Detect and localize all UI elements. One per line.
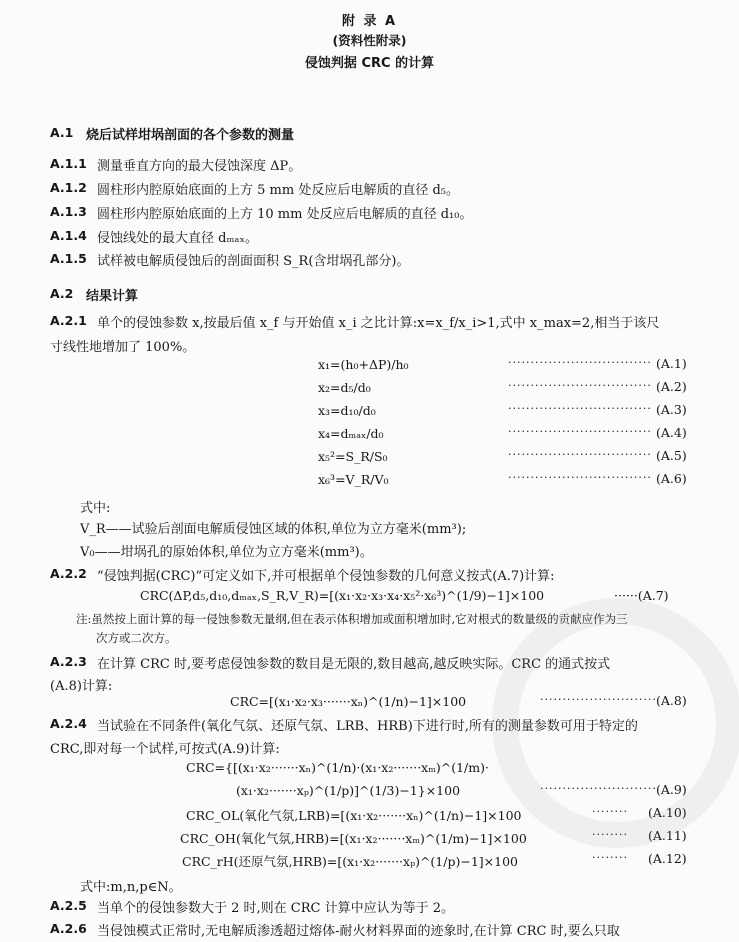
leader-dots: ········ bbox=[592, 828, 628, 841]
item-number: A.1.4 bbox=[50, 228, 87, 243]
equation: x₃=d₁₀/d₀ bbox=[318, 403, 376, 418]
where-label: 式中: bbox=[80, 501, 111, 516]
equation: CRC=[(x₁·x₂·x₃·······xₙ)^(1/n)−1]×100 bbox=[230, 694, 467, 709]
para-text: CRC,即对每一个试样,可按式(A.9)计算: bbox=[50, 742, 280, 757]
equation-number: (A.1) bbox=[656, 356, 687, 371]
where-label: 式中:m,n,p∈N。 bbox=[80, 880, 182, 895]
para-text: 当侵蚀模式正常时,无电解质渗透超过熔体-耐火材料界面的迹象时,在计算 CRC 时,要么只取 bbox=[97, 924, 620, 939]
leader-dots: ································ bbox=[508, 448, 652, 461]
equation: x₄=dₘₐₓ/d₀ bbox=[318, 426, 384, 441]
para-text: (A.8)计算: bbox=[50, 679, 113, 694]
para-text: “侵蚀判据(CRC)”可定义如下,并可根据单个侵蚀参数的几何意义按式(A.7)计算: bbox=[97, 569, 555, 584]
equation-number: (A.11) bbox=[648, 828, 687, 843]
item-number: A.1.1 bbox=[50, 156, 87, 171]
section-a2-title: 结果计算 bbox=[86, 289, 139, 304]
item-text: 测量垂直方向的最大侵蚀深度 ΔP。 bbox=[97, 159, 302, 174]
equation-number: (A.5) bbox=[656, 448, 687, 463]
equation: CRC(ΔP,d₅,d₁₀,dₘₐₓ,S_R,V_R)=[(x₁·x₂·x₃·x₄·x₅²·x₆³)^(1/9)−1]×100 bbox=[140, 588, 545, 603]
para-text: 当试验在不同条件(氧化气氛、还原气氛、LRB、HRB)下进行时,所有的测量参数可用于特定的 bbox=[97, 719, 638, 734]
leader-dots: ································ bbox=[508, 402, 652, 415]
equation-number: (A.8) bbox=[656, 693, 687, 708]
item-text: 侵蚀线处的最大直径 dₘₐₓ。 bbox=[97, 231, 258, 246]
para-text: 寸线性地增加了 100%。 bbox=[50, 340, 196, 355]
equation: CRC_OL(氧化气氛,LRB)=[(x₁·x₂·······xₙ)^(1/n)−1]×100 bbox=[186, 808, 522, 823]
appendix-title: 侵蚀判据 CRC 的计算 bbox=[304, 56, 435, 71]
para-text: 单个的侵蚀参数 x,按最后值 x_f 与开始值 x_i 之比计算:x=x_f/x_i>1,式中 x_max=2,相当于该尺 bbox=[97, 316, 660, 331]
leader-dots: ································ bbox=[508, 425, 652, 438]
section-a1-title: 烧后试样坩埚剖面的各个参数的测量 bbox=[86, 128, 295, 143]
equation-number: (A.4) bbox=[656, 425, 687, 440]
where-definition: V_R——试验后剖面电解质侵蚀区域的体积,单位为立方毫米(mm³); bbox=[80, 522, 467, 537]
item-number: A.1.3 bbox=[50, 204, 87, 219]
leader-dots: ·························· bbox=[540, 782, 657, 795]
para-text: 在计算 CRC 时,要考虑侵蚀参数的数目是无限的,数目越高,越反映实际。CRC 的通式按式 bbox=[97, 657, 611, 672]
item-text: 圆柱形内腔原始底面的上方 10 mm 处反应后电解质的直径 d₁₀。 bbox=[97, 207, 473, 222]
equation: x₂=d₅/d₀ bbox=[318, 380, 371, 395]
equation-number: (A.12) bbox=[648, 851, 687, 866]
equation: (x₁·x₂·······xₚ)^(1/p)]^(1/3)−1}×100 bbox=[236, 783, 461, 798]
note-text: 注:虽然按上面计算的每一侵蚀参数无量纲,但在表示体积增加或面积增加时,它对根式的数量级的贡献应作为三 bbox=[76, 612, 628, 626]
para-number: A.2.4 bbox=[50, 716, 87, 731]
equation-number: ······(A.7) bbox=[614, 588, 669, 603]
para-number: A.2.6 bbox=[50, 921, 87, 936]
equation: x₆³=V_R/V₀ bbox=[318, 472, 389, 487]
equation: CRC={[(x₁·x₂·······xₙ)^(1/n)·(x₁·x₂·······xₘ)^(1/m)· bbox=[186, 760, 489, 775]
item-text: 试样被电解质侵蚀后的剖面面积 S_R(含坩埚孔部分)。 bbox=[97, 254, 410, 269]
leader-dots: ·························· bbox=[540, 693, 657, 706]
equation: x₅²=S_R/S₀ bbox=[318, 449, 388, 464]
equation-number: (A.2) bbox=[656, 379, 687, 394]
leader-dots: ········ bbox=[592, 805, 628, 818]
section-a2-number: A.2 bbox=[50, 286, 74, 301]
para-number: A.2.2 bbox=[50, 566, 87, 581]
equation-number: (A.6) bbox=[656, 471, 687, 486]
equation: CRC_OH(氧化气氛,HRB)=[(x₁·x₂·······xₘ)^(1/m)−1]×100 bbox=[180, 831, 527, 846]
note-text: 次方或二次方。 bbox=[96, 631, 177, 645]
equation: x₁=(h₀+ΔP)/h₀ bbox=[318, 357, 409, 372]
leader-dots: ································ bbox=[508, 379, 652, 392]
item-number: A.1.2 bbox=[50, 180, 87, 195]
leader-dots: ································ bbox=[508, 471, 652, 484]
appendix-heading: 附 录 A bbox=[341, 14, 398, 29]
para-number: A.2.3 bbox=[50, 654, 87, 669]
item-number: A.1.5 bbox=[50, 251, 87, 266]
para-number: A.2.1 bbox=[50, 313, 87, 328]
equation-number: (A.10) bbox=[648, 805, 687, 820]
para-number: A.2.5 bbox=[50, 898, 87, 913]
section-a1-number: A.1 bbox=[50, 125, 74, 140]
leader-dots: ········ bbox=[592, 851, 628, 864]
equation-number: (A.9) bbox=[656, 782, 687, 797]
appendix-nature: (资料性附录) bbox=[332, 33, 407, 48]
equation-number: (A.3) bbox=[656, 402, 687, 417]
para-text: 当单个的侵蚀参数大于 2 时,则在 CRC 计算中应认为等于 2。 bbox=[97, 901, 455, 916]
equation: CRC_rH(还原气氛,HRB)=[(x₁·x₂·······xₚ)^(1/p)−1]×100 bbox=[182, 854, 518, 869]
item-text: 圆柱形内腔原始底面的上方 5 mm 处反应后电解质的直径 d₅。 bbox=[97, 183, 459, 198]
where-definition: V₀——坩埚孔的原始体积,单位为立方毫米(mm³)。 bbox=[80, 545, 373, 560]
watermark-seal bbox=[492, 598, 739, 848]
leader-dots: ································ bbox=[508, 356, 652, 369]
